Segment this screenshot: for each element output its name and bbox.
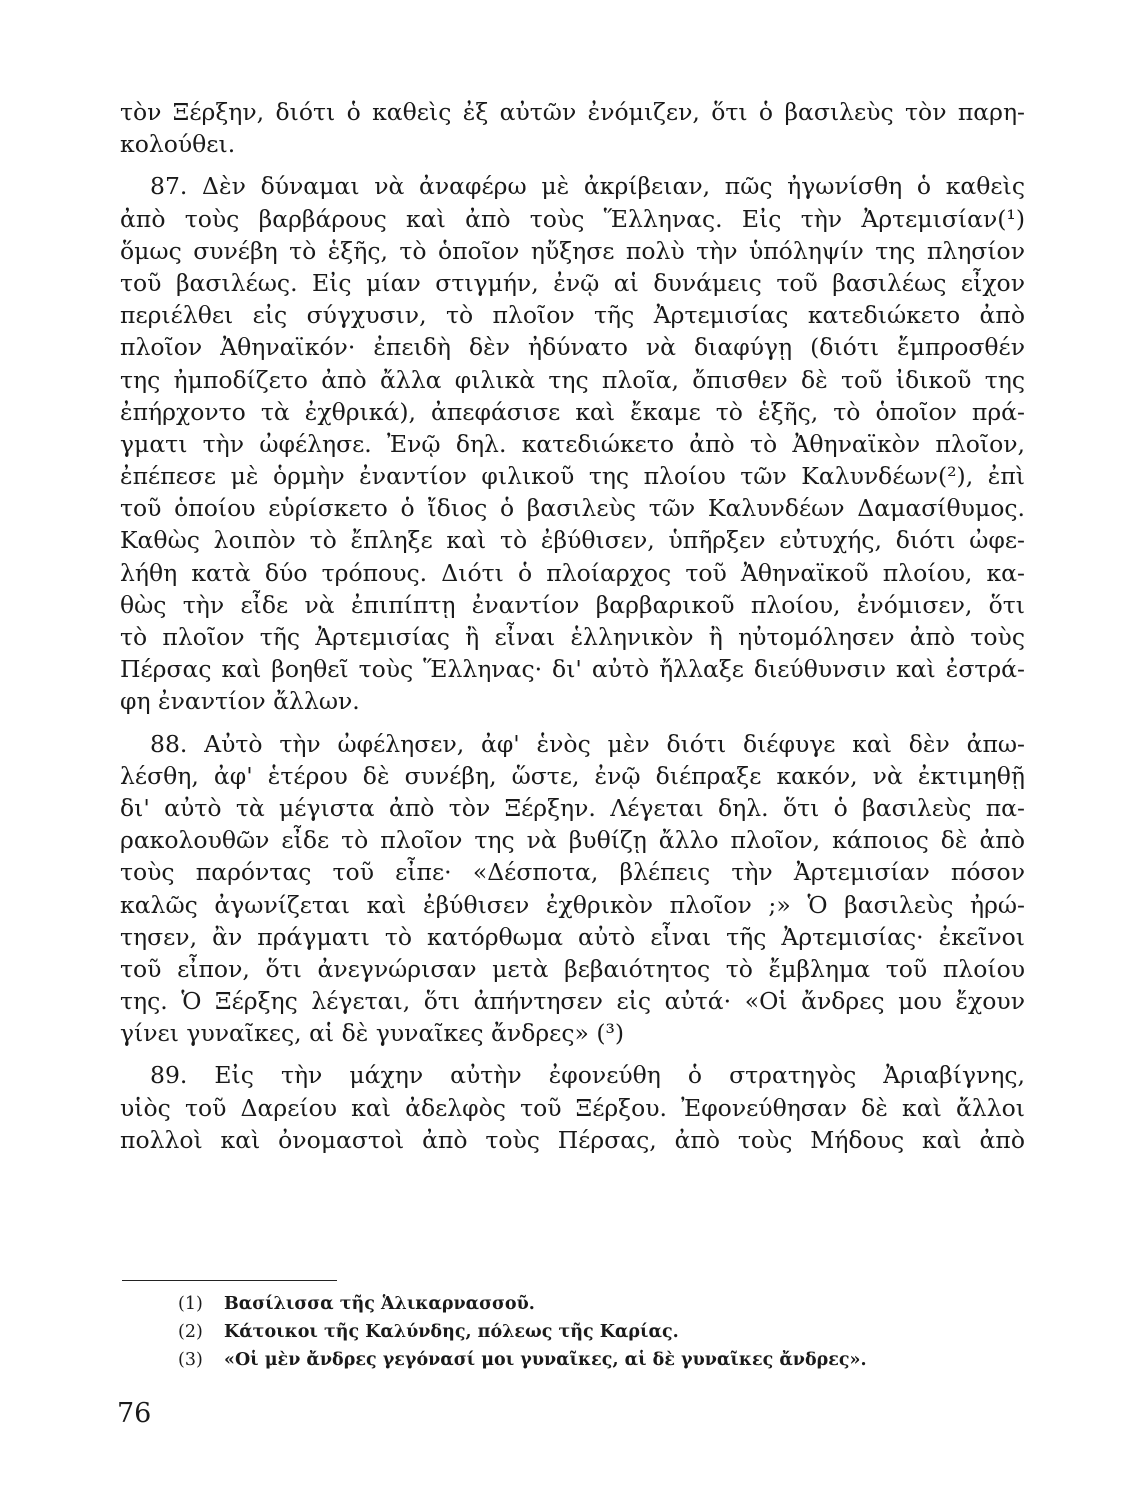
footnote-number: (3) bbox=[178, 1350, 203, 1370]
text-line: καλῶς ἀγωνίζεται καὶ ἐβύθισεν ἐχθρικὸν πλοῖον ;» Ὁ βασιλεὺς ἠρώ- bbox=[120, 890, 1025, 919]
page-number: 76 bbox=[117, 1398, 152, 1429]
text-line: λέσθη, ἀφ' ἑτέρου δὲ συνέβη, ὥστε, ἐνῷ διέπραξε κακόν, νὰ ἐκτιμηθῇ bbox=[120, 761, 1025, 790]
text-line: ἀπὸ τοὺς βαρβάρους καὶ ἀπὸ τοὺς Ἕλληνας. Εἰς τὴν Ἀρτεμισίαν(¹) bbox=[120, 204, 1025, 233]
text-line: θὼς τὴν εἶδε νὰ ἐπιπίπτῃ ἐναντίον βαρβαρικοῦ πλοίου, ἐνόμισεν, ὅτι bbox=[120, 590, 1025, 619]
text-line: τοῦ εἶπον, ὅτι ἀνεγνώρισαν μετὰ βεβαιότητος τὸ ἔμβλημα τοῦ πλοίου bbox=[120, 954, 1025, 983]
footnote-text: Βασίλισσα τῆς Ἁλικαρνασσοῦ. bbox=[224, 1294, 535, 1314]
text-line: περιέλθει εἰς σύγχυσιν, τὸ πλοῖον τῆς Ἀρτεμισίας κατεδιώκετο ἀπὸ bbox=[120, 301, 1025, 330]
text-line: τὸν Ξέρξην, διότι ὁ καθεὶς ἐξ αὐτῶν ἐνόμιζεν, ὅτι ὁ βασιλεὺς τὸν παρη- bbox=[120, 98, 1025, 126]
text-line: της ἠμποδίζετο ἀπὸ ἄλλα φιλικὰ της πλοῖα, ὄπισθεν δὲ τοῦ ἰδικοῦ της bbox=[120, 365, 1025, 394]
footnote-3 bbox=[178, 1346, 998, 1374]
text-line: λήθη κατὰ δύο τρόπους. Διότι ὁ πλοίαρχος τοῦ Ἀθηναϊκοῦ πλοίου, κα- bbox=[120, 558, 1025, 587]
text-line: ἐπήρχοντο τὰ ἐχθρικά), ἀπεφάσισε καὶ ἔκαμε τὸ ἑξῆς, τὸ ὁποῖον πρά- bbox=[120, 397, 1025, 426]
text-line: τοῦ βασιλέως. Εἰς μίαν στιγμήν, ἐνῷ αἱ δυνάμεις τοῦ βασιλέως εἶχον bbox=[120, 268, 1025, 297]
text-line: γίνει γυναῖκες, αἱ δὲ γυναῖκες ἄνδρες» (³) bbox=[120, 1019, 625, 1048]
footnote-1 bbox=[178, 1290, 998, 1318]
body-text bbox=[120, 96, 1025, 1156]
text-line: πολλοὶ καὶ ὀνομαστοὶ ἀπὸ τοὺς Πέρσας, ἀπὸ τοὺς Μήδους καὶ ἀπὸ bbox=[120, 1125, 1025, 1154]
text-line: τοῦ ὁποίου εὑρίσκετο ὁ ἴδιος ὁ βασιλεὺς τῶν Καλυνδέων Δαμασίθυμος. bbox=[120, 494, 1025, 523]
footnote-2 bbox=[178, 1318, 998, 1346]
text-line: ὅμως συνέβη τὸ ἑξῆς, τὸ ὁποῖον ηὔξησε πολὺ τὴν ὑπόληψίν της πλησίον bbox=[120, 236, 1025, 265]
text-line: της. Ὁ Ξέρξης λέγεται, ὅτι ἀπήντησεν εἰς αὐτά· «Οἱ ἄνδρες μου ἔχουν bbox=[120, 987, 1025, 1016]
footnote-divider bbox=[122, 1280, 337, 1281]
text-line: τὸ πλοῖον τῆς Ἀρτεμισίας ἢ εἶναι ἑλληνικὸν ἢ ηὐτομόλησεν ἀπὸ τοὺς bbox=[120, 623, 1025, 651]
text-line: τησεν, ἂν πράγματι τὸ κατόρθωμα αὐτὸ εἶναι τῆς Ἀρτεμισίας· ἐκεῖνοι bbox=[120, 922, 1025, 951]
footnote-number: (2) bbox=[178, 1322, 203, 1342]
text-line: ρακολουθῶν εἶδε τὸ πλοῖον της νὰ βυθίζῃ ἄλλο πλοῖον, κάποιος δὲ ἀπὸ bbox=[120, 826, 1025, 855]
text-line: Πέρσας καὶ βοηθεῖ τοὺς Ἕλληνας· δι' αὐτὸ ἤλλαξε διεύθυνσιν καὶ ἐστρά- bbox=[120, 655, 1025, 684]
footnote-text: Κάτοικοι τῆς Καλύνδης, πόλεως τῆς Καρίας. bbox=[224, 1322, 679, 1342]
footnote-number: (1) bbox=[178, 1294, 203, 1314]
paragraph-87-start: 87. Δὲν δύναμαι νὰ ἀναφέρω μὲ ἀκρίβειαν, πῶς ἠγωνίσθη ὁ καθεὶς bbox=[150, 172, 1025, 201]
text-line: υἱὸς τοῦ Δαρείου καὶ ἀδελφὸς τοῦ Ξέρξου. Ἐφονεύθησαν δὲ καὶ ἄλλοι bbox=[120, 1093, 1025, 1122]
text-line: δι' αὐτὸ τὰ μέγιστα ἀπὸ τὸν Ξέρξην. Λέγεται δηλ. ὅτι ὁ βασιλεὺς πα- bbox=[120, 793, 1025, 822]
paragraph-88-start: 88. Αὐτὸ τὴν ὠφέλησεν, ἀφ' ἑνὸς μὲν διότι διέφυγε καὶ δὲν ἀπω- bbox=[150, 729, 1025, 758]
text-line: ἐπέπεσε μὲ ὁρμὴν ἐναντίον φιλικοῦ της πλοίου τῶν Καλυνδέων(²), ἐπὶ bbox=[120, 462, 1025, 491]
text-line: Καθὼς λοιπὸν τὸ ἔπληξε καὶ τὸ ἐβύθισεν, ὑπῆρξεν εὐτυχής, διότι ὠφε- bbox=[120, 526, 1025, 555]
page-body bbox=[120, 96, 1025, 1156]
text-line: πλοῖον Ἀθηναϊκόν· ἐπειδὴ δὲν ἠδύνατο νὰ διαφύγῃ (διότι ἔμπροσθέν bbox=[120, 333, 1025, 362]
text-line: κολούθει. bbox=[120, 130, 236, 159]
paragraph-89-start: 89. Εἰς τὴν μάχην αὐτὴν ἐφονεύθη ὁ στρατηγὸς Ἀριαβίγνης, bbox=[150, 1061, 1025, 1090]
text-line: τοὺς παρόντας τοῦ εἶπε· «Δέσποτα, βλέπεις τὴν Ἀρτεμισίαν πόσον bbox=[120, 858, 1025, 887]
text-line: γματι τὴν ὠφέλησε. Ἐνῷ δηλ. κατεδιώκετο ἀπὸ τὸ Ἀθηναϊκὸν πλοῖον, bbox=[120, 429, 1025, 458]
footnotes bbox=[178, 1290, 998, 1374]
footnote-text: «Οἱ μὲν ἄνδρες γεγόνασί μοι γυναῖκες, αἱ δὲ γυναῖκες ἄνδρες». bbox=[224, 1350, 867, 1370]
text-line: φη ἐναντίον ἄλλων. bbox=[120, 687, 360, 716]
